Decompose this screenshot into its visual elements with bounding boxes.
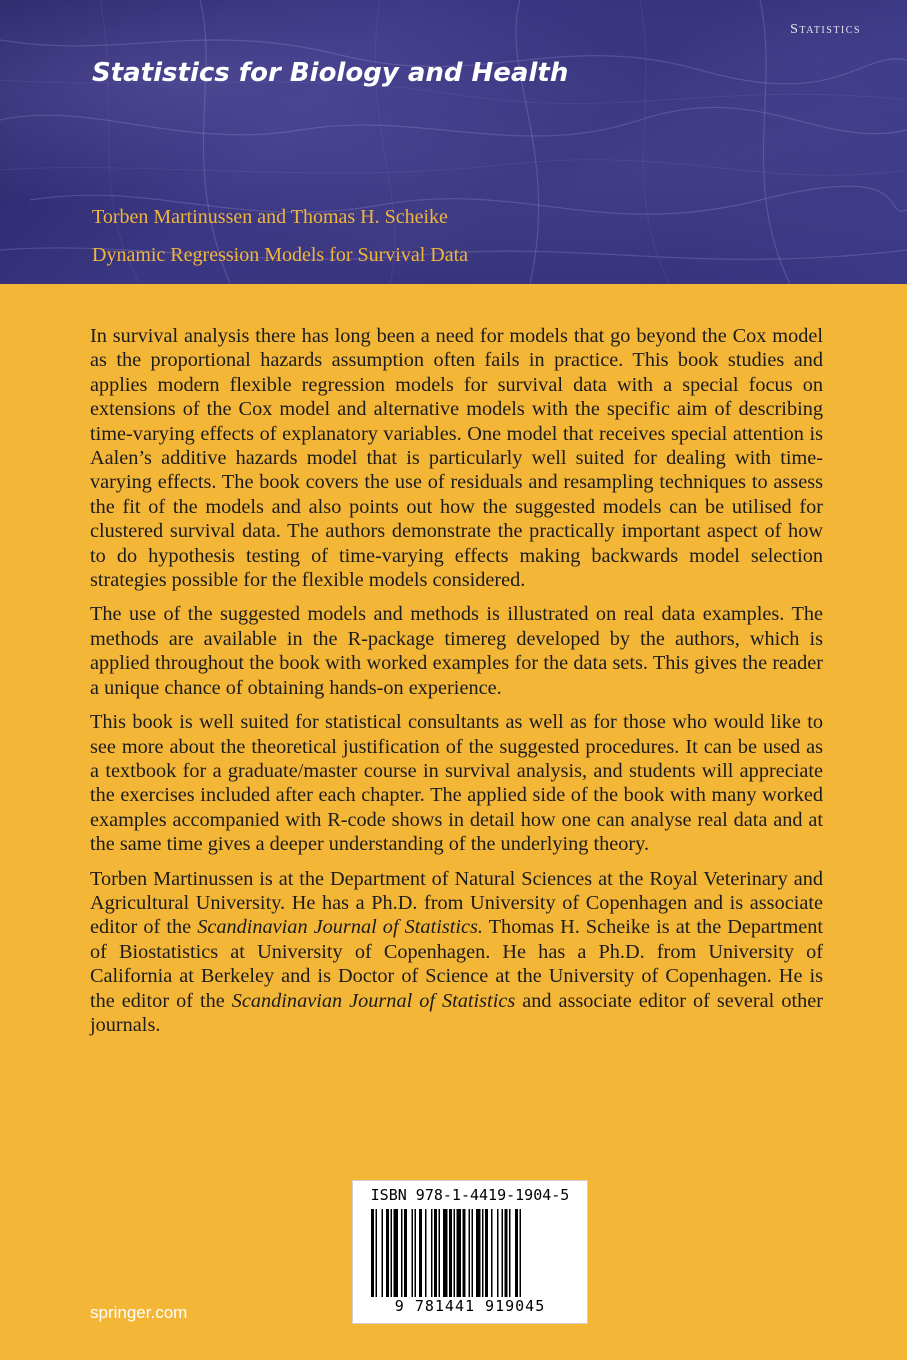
series-title: Statistics for Biology and Health <box>92 58 569 88</box>
isbn-label: ISBN 978-1-4419-1904-5 <box>370 1186 570 1204</box>
journal-name-2: Scandinavian Journal of Statistics <box>231 989 516 1012</box>
paragraph-audience: This book is well suited for statistical consultants as well as for those who would like to see more about the theoretical justification of the suggested procedures. It can be used as a textbook for a graduate/master course in survival analysis, and students will appreciate the exercises included after each chapter. The applied side of the book with many worked examples accompanied with R-code shows in detail how one can analyse real data and at the same time gives a deeper understanding of the underlying theory. <box>90 711 823 856</box>
barcode-box <box>352 1180 588 1324</box>
paragraph-authors-bio <box>90 867 823 1038</box>
journal-name-1: Scandinavian Journal of Statistics. <box>197 916 483 939</box>
paragraph-intro: In survival analysis there has long been a need for models that go beyond the Cox model as the proportional hazards assumption often fails in practice. This book studies and applies modern flexible regression models for survival data with a special focus on extensions of the Cox model and alternative models with the specific aim of describing time-varying effects of explanatory variables. One model that receives special attention is Aalen’s additive hazards model that is particularly well suited for dealing with time-varying effects. The book covers the use of residuals and resampling techniques to assess the fit of the models and also points out how the suggested models can be utilised for clustered survival data. The authors demonstrate the practically important aspect of how to do hypothesis testing of time-varying effects making backwards model selection strategies possible for the flexible models considered. <box>90 325 823 592</box>
cover-top-band <box>0 0 907 284</box>
category-label: Statistics <box>790 22 861 37</box>
barcode-icon <box>371 1209 569 1297</box>
bio-text-3: and associate editor of several other journals. <box>90 989 823 1036</box>
book-authors: Torben Martinussen and Thomas H. Scheike <box>92 206 448 228</box>
marbled-texture <box>0 0 907 284</box>
publisher-url: springer.com <box>90 1303 188 1322</box>
bio-text-2: Thomas H. Scheike is at the Department of Biostatistics at University of Copenhagen. He has a Ph.D. from University of California at Berkeley and is Doctor of Science at the University of Copenhagen. He is the editor of the <box>90 916 823 1012</box>
bio-text-1: Torben Martinussen is at the Department of Natural Sciences at the Royal Veterinary and Agricultural University. He has a Ph.D. from University of Copenhagen and is associate editor of the <box>90 867 823 939</box>
book-title: Dynamic Regression Models for Survival Data <box>92 244 469 266</box>
back-cover-description <box>90 324 823 1047</box>
paragraph-methods: The use of the suggested models and methods is illustrated on real data examples. The methods are available in the R-package timereg developed by the authors, which is applied throughout the book with worked examples for the data sets. This gives the reader a unique chance of obtaining hands-on experience. <box>90 603 823 699</box>
ean-digits: 9 781441 919045 <box>394 1297 546 1315</box>
